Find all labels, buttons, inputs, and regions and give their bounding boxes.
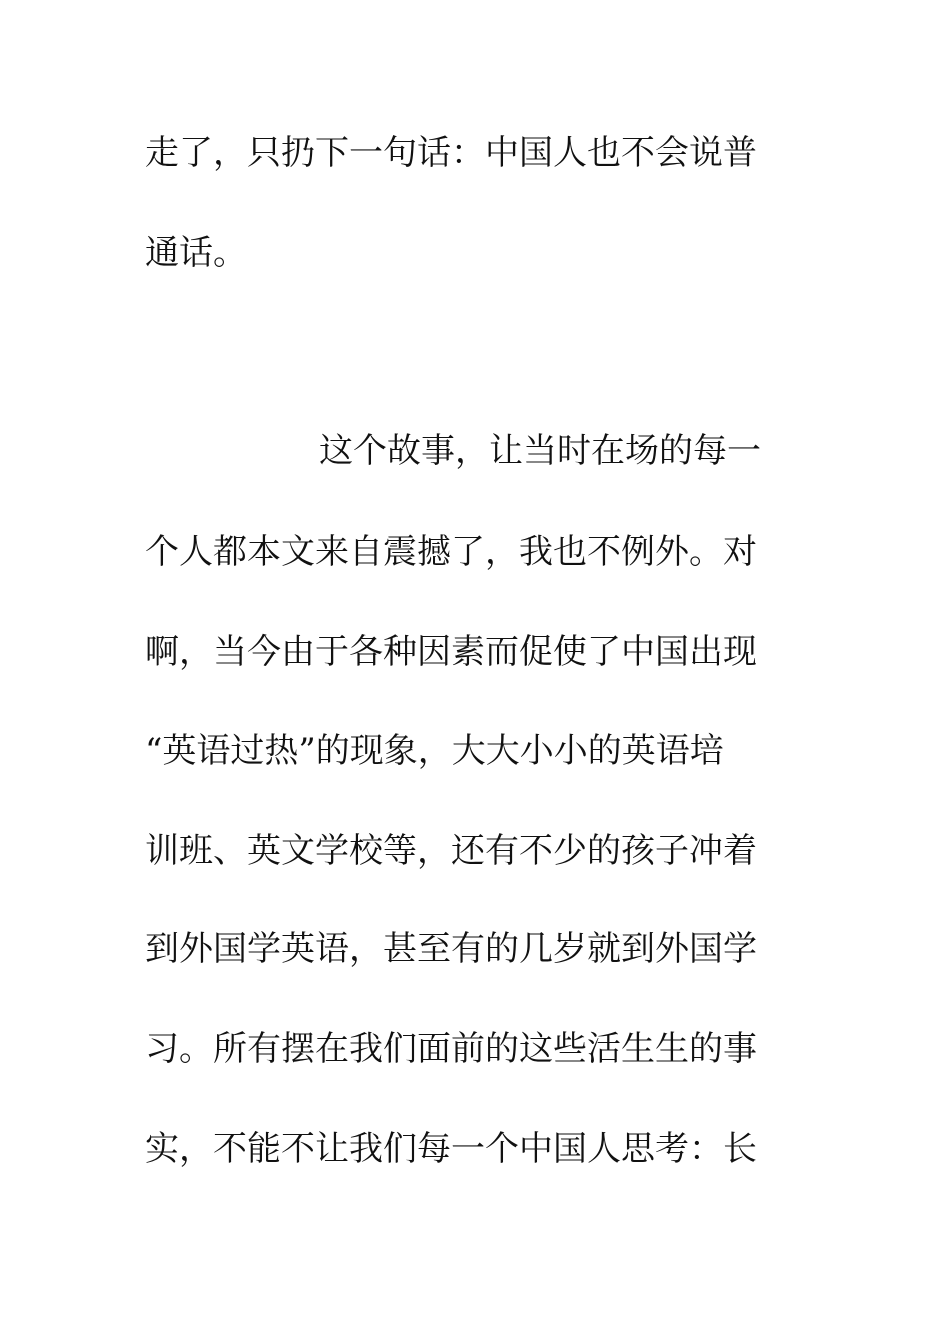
paragraph-start-line: 这个故事，让当时在场的每一 [319, 431, 761, 471]
text-line: 实，不能不让我们每一个中国人思考：长 [145, 1129, 757, 1169]
text-line: 训班、英文学校等，还有不少的孩子冲着 [145, 831, 757, 871]
text-line: 个人都本文来自震撼了，我也不例外。对 [145, 532, 757, 572]
text-line: 走了，只扔下一句话：中国人也不会说普 [145, 133, 757, 173]
text-line: 啊，当今由于各种因素而促使了中国出现 [145, 632, 757, 672]
text-line: “英语过热”的现象，大大小小的英语培 [145, 731, 724, 771]
text-line: 通话。 [145, 233, 247, 273]
text-line: 习。所有摆在我们面前的这些活生生的事 [145, 1029, 757, 1069]
text-line: 到外国学英语，甚至有的几岁就到外国学 [145, 929, 757, 969]
